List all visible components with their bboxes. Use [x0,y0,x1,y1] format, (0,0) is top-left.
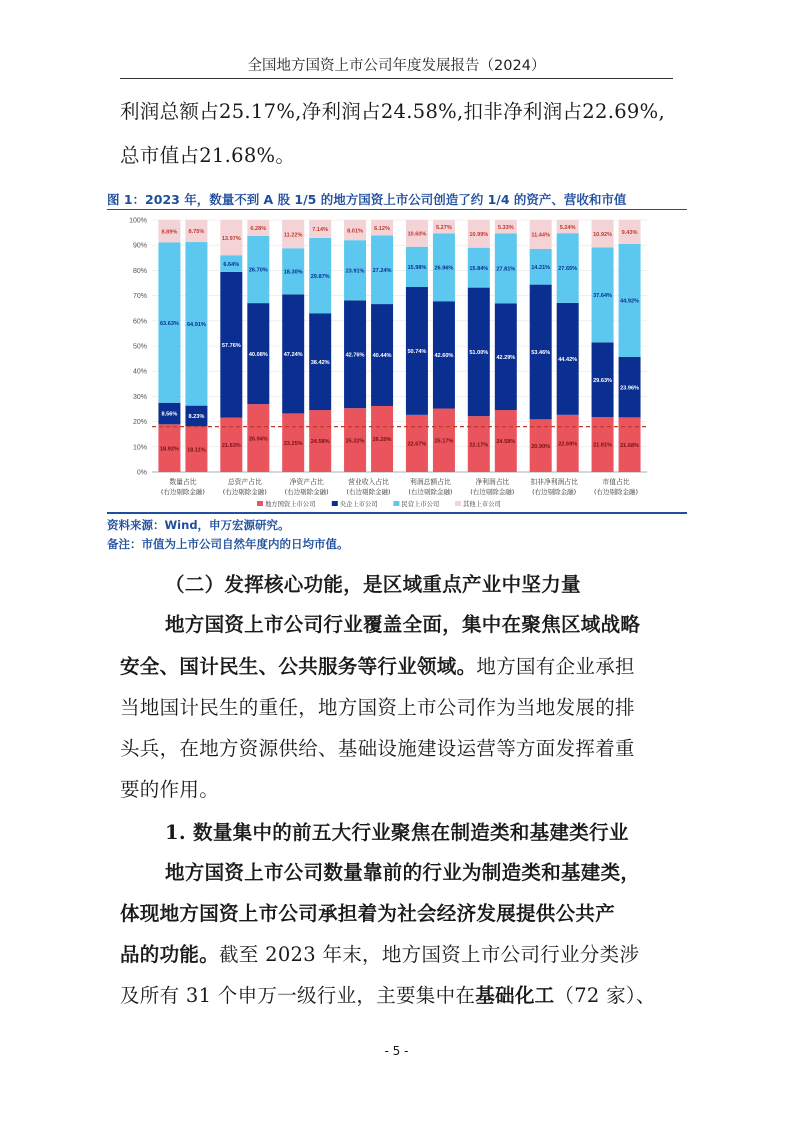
category-label: 净资产占比 [289,478,324,486]
section-para-line-5: 要的作用。 [120,778,220,801]
y-tick-label: 100% [129,217,147,225]
y-tick-label: 90% [132,242,147,250]
data-label: 15.84% [469,265,489,272]
data-label: 14.21% [531,264,551,271]
y-tick-label: 80% [132,267,147,275]
category-label: 数量占比 [169,478,197,486]
data-label: 21.63% [221,442,241,449]
legend-label: 央企上市公司 [339,501,378,508]
subsection-para-line-4 [120,980,673,1008]
data-label: 29.87% [310,273,330,280]
category-sublabel: (右边剔除金融) [160,488,205,496]
data-label: 6.64% [223,261,240,268]
data-label: 25.17% [434,438,454,445]
subsection-para-rest: 截至 2023 年末，地方国资上市公司行业分类涉 [219,943,640,966]
subsection-para-line-3 [120,939,673,967]
data-label: 63.63% [159,320,179,327]
legend-label: 民营上市公司 [401,501,440,508]
data-label: 24.58% [496,439,516,446]
y-tick-label: 50% [132,343,147,351]
data-label: 50.74% [407,349,427,356]
industry-highlight: 基础化工 [475,984,555,1007]
data-label: 20.90% [531,443,551,450]
subsection-para-bold: 品的功能。 [120,943,220,966]
y-tick-label: 10% [132,444,147,452]
section-para-line-3: 当地国计民生的重任，地方国资上市公司作为当地发展的排 [120,696,635,719]
subsection-para-post: （72 家）、 [554,984,656,1007]
data-label: 10.60% [407,231,427,238]
data-label: 11.44% [531,232,551,239]
data-label: 38.42% [310,359,330,366]
data-label: 22.67% [407,441,427,448]
legend-swatch [393,501,399,506]
y-tick-label: 30% [132,393,147,401]
section-para-bold: 安全、国计民生、公共服务等行业领域。 [120,655,477,678]
category-sublabel: (右边剔除金融) [594,488,639,496]
data-label: 5.33% [497,224,514,231]
intro-line-1: 利润总额占25.17%,净利润占24.58%,扣非净利润占22.69%, [120,100,665,123]
stacked-bar-chart [107,210,687,512]
data-label: 42.29% [496,354,516,361]
data-label: 40.08% [248,351,268,358]
data-label: 51.00% [469,350,489,357]
data-label: 22.17% [469,442,489,449]
y-tick-label: 70% [132,293,147,301]
data-label: 10.99% [469,232,489,239]
category-sublabel: (右边剔除金融) [346,488,391,496]
subsection-para-line-2: 体现地方国资上市公司承担着为社会经济发展提供公共产 [120,902,616,925]
data-label: 26.20% [372,437,392,444]
data-label: 23.91% [345,268,365,275]
data-label: 5.27% [436,224,452,231]
data-label: 10.92% [593,231,613,238]
report-header: 全国地方国资上市公司年度发展报告（2024） [247,58,546,74]
data-label: 9.43% [621,230,638,237]
data-label: 27.24% [372,267,392,274]
subsection-heading: 1. 数量集中的前五大行业聚焦在制造类和基建类行业 [165,821,629,844]
section-para-rest: 地方国有企业承担 [476,655,635,678]
legend-swatch [455,501,461,506]
data-label: 8.56% [161,411,178,418]
category-label: 市值占比 [602,478,630,486]
data-label: 8.75% [188,229,205,236]
data-label: 27.65% [558,266,578,273]
data-label: 13.97% [221,235,241,242]
data-label: 23.25% [283,440,303,447]
legend-swatch [332,501,338,506]
data-label: 24.58% [310,439,330,446]
category-label: 利润总额占比 [410,478,451,486]
data-label: 44.92% [620,298,640,305]
category-label: 净利润占比 [475,478,510,486]
category-sublabel: (右边剔除金融) [222,488,267,496]
subsection-para-line-1: 地方国资上市公司数量靠前的行业为制造类和基建类， [165,861,641,884]
data-label: 37.64% [593,293,613,300]
data-label: 42.60% [434,353,454,360]
data-label: 53.46% [531,350,551,357]
data-label: 23.96% [620,385,640,392]
section-para-line-2 [120,651,673,679]
data-label: 27.81% [496,266,516,273]
intro-line-2: 总市值占21.68%。 [120,144,296,167]
y-tick-label: 20% [132,419,147,427]
legend-swatch [257,501,263,506]
figure-source: 资料来源：Wind，申万宏源研究。 [107,518,290,532]
category-label: 营业收入占比 [348,478,389,486]
figure-bottom-rule [107,512,687,514]
data-label: 22.69% [558,441,578,448]
data-label: 18.92% [159,446,179,453]
data-label: 8.23% [188,414,205,421]
y-tick-label: 40% [132,368,147,376]
page-number: - 5 - [384,1044,409,1058]
figure-title: 图 1：2023 年，数量不到 A 股 1/5 的地方国资上市公司创造了约 1/4 的资产、营收和市值 [107,192,627,207]
data-label: 18.11% [187,447,206,454]
figure-note: 备注：市值为上市公司自然年度内的日均市值。 [107,537,349,551]
data-label: 26.94% [248,436,268,443]
data-label: 25.32% [345,438,365,445]
data-label: 11.22% [283,232,303,239]
data-label: 8.01% [347,228,363,235]
data-label: 42.76% [345,352,365,359]
data-label: 8.89% [161,229,178,236]
data-label: 64.91% [186,322,206,329]
data-label: 44.42% [558,357,578,364]
category-label: 总资产占比 [227,478,262,486]
data-label: 6.12% [374,225,390,232]
legend-label: 其他上市公司 [463,501,501,508]
category-sublabel: (右边剔除金融) [408,488,453,496]
data-label: 6.28% [250,226,267,233]
category-label: 扣非净利润占比 [530,478,578,486]
data-label: 21.81% [593,442,613,449]
y-tick-label: 60% [132,318,147,326]
section-para-line-4: 头兵，在地方资源供给、基础设施建设运营等方面发挥着重 [120,737,635,760]
data-label: 57.76% [221,342,241,349]
data-label: 26.96% [434,265,454,272]
subsection-para-pre: 及所有 31 个申万一级行业，主要集中在 [120,984,476,1007]
data-label: 29.63% [593,377,613,384]
data-label: 40.44% [372,353,392,360]
data-label: 47.24% [283,352,303,359]
category-sublabel: (右边剔除金融) [532,488,577,496]
section-heading: （二）发挥核心功能，是区域重点产业中坚力量 [165,573,581,596]
data-label: 21.68% [620,442,640,449]
data-label: 15.98% [407,265,427,272]
category-sublabel: (右边剔除金融) [284,488,329,496]
category-sublabel: (右边剔除金融) [470,488,515,496]
section-para-line-1: 地方国资上市公司行业覆盖全面，集中在聚焦区域战略 [165,613,641,636]
data-label: 18.30% [283,269,303,276]
y-tick-label: 0% [136,469,147,477]
data-label: 5.24% [559,224,576,231]
data-label: 26.70% [248,267,268,274]
header-rule [120,78,673,79]
data-label: 7.14% [312,227,329,234]
legend-label: 地方国资上市公司 [265,501,316,508]
